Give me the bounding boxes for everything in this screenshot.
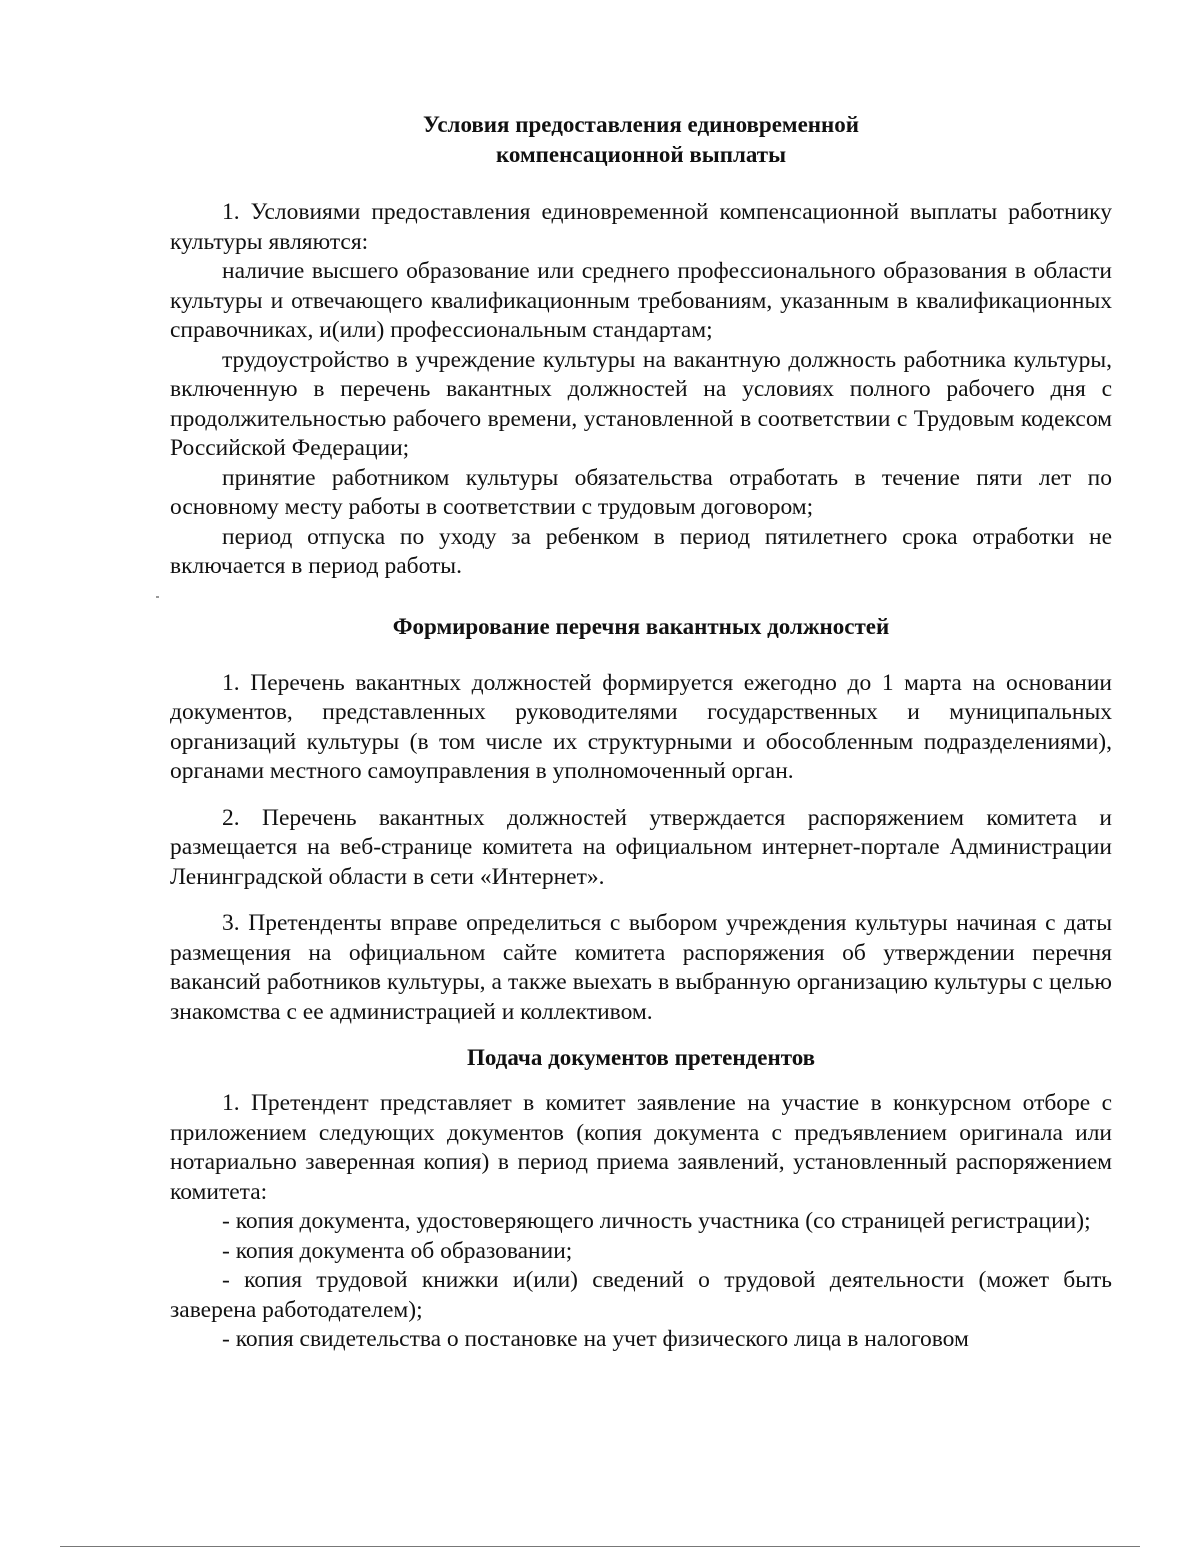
- condition-item: принятие работником культуры обязательства отработать в течение пяти лет по основному месту работы в соответствии с трудовым договором;: [170, 464, 1112, 520]
- scan-speck: [156, 596, 159, 598]
- section1-intro: 1. Условиями предоставления единовременной компенсационной выплаты работнику культуры являются:: [170, 199, 1112, 255]
- section3-documents-list: [170, 1207, 1112, 1355]
- document-body: [170, 100, 1112, 1355]
- section1-conditions-list: [170, 257, 1112, 582]
- condition-item: наличие высшего образование или среднего профессионального образования в области культуры и отвечающего квалификационным требованиям, указанным в квалификационных справочниках, и(или) профессиональным стандартам;: [170, 258, 1112, 343]
- section2-paragraph-3: 3. Претенденты вправе определиться с выбором учреждения культуры начиная с даты размещения на официальном сайте комитета распоряжения об утверждении перечня вакансий работников культуры, а также выехать в выбранную организацию культуры с целью знакомства с ее администрацией и коллективом.: [170, 910, 1112, 1025]
- section3-paragraph-1: 1. Претендент представляет в комитет заявление на участие в конкурсном отборе с приложением следующих документов (копия документа с предъявлением оригинала или нотариально заверенная копия) в период приема заявлений, установленный распоряжением комитета:: [170, 1090, 1112, 1205]
- document-item: - копия документа, удостоверяющего личность участника (со страницей регистрации);: [222, 1208, 1091, 1234]
- document-item: - копия трудовой книжки и(или) сведений о трудовой деятельности (может быть заверена работодателем);: [170, 1267, 1112, 1323]
- section3-heading: Подача документов претендентов: [466, 1045, 816, 1070]
- title-line-2: компенсационной выплаты: [495, 142, 787, 167]
- section2-paragraph-1: 1. Перечень вакантных должностей формируется ежегодно до 1 марта на основании документов, представленных руководителями государственных и муниципальных организаций культуры (в том числе их структурными и обособленным подразделениями), органами местного самоуправления в уполномоченный орган.: [170, 669, 1112, 784]
- document-title: [170, 110, 1112, 170]
- condition-item: трудоустройство в учреждение культуры на вакантную должность работника культуры, включенную в перечень вакантных должностей на условиях полного рабочего дня с продолжительностью рабочего времени, установленной в соответствии с Трудовым кодексом Российской Федерации;: [170, 346, 1112, 461]
- section2-paragraph-2: 2. Перечень вакантных должностей утверждается распоряжением комитета и размещается на веб-странице комитета на официальном интернет-портале Администрации Ленинградской области в сети «Интернет».: [170, 804, 1112, 890]
- page-bottom-rule: [60, 1546, 1140, 1547]
- title-line-1: Условия предоставления единовременной: [422, 112, 860, 137]
- condition-item: период отпуска по уходу за ребенком в период пятилетнего срока отработки не включается в период работы.: [170, 523, 1112, 579]
- document-item: - копия документа об образовании;: [222, 1237, 573, 1264]
- section2-heading: Формирование перечня вакантных должностей: [392, 613, 890, 639]
- document-item: - копия свидетельства о постановке на учет физического лица в налоговом: [222, 1326, 969, 1352]
